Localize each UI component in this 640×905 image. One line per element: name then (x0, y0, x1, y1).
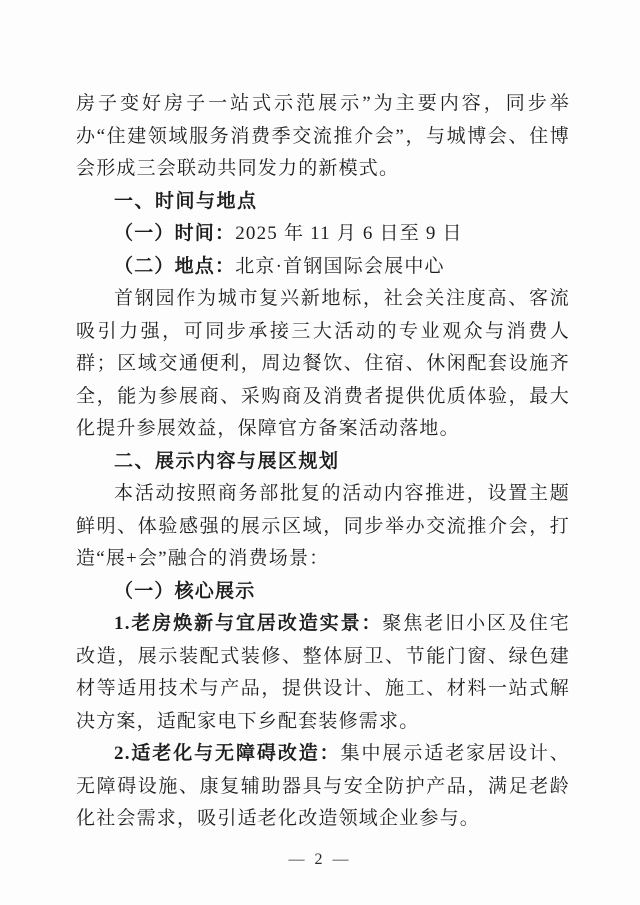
subitem-time (76, 218, 570, 251)
list-item-2-label: 2.适老化与无障碍改造： (114, 743, 341, 764)
list-item-1-label: 1.老房焕新与宜居改造实景： (114, 613, 383, 634)
subitem-time-label: （一）时间： (114, 223, 236, 244)
subitem-time-value: 2025 年 11 月 6 日至 9 日 (235, 223, 463, 244)
paragraph-plan-intro: 本活动按照商务部批复的活动内容推进，设置主题鲜明、体验感强的展示区域，同步举办交流推介会，打造“展+会”融合的消费场景： (76, 483, 570, 569)
page-footer (0, 851, 640, 869)
list-item-1 (76, 608, 570, 738)
section-heading-exhibition-plan: 二、展示内容与展区规划 (114, 450, 340, 472)
paragraph-continuation: 房子变好房子一站式示范展示”为主要内容，同步举办“住建领域服务消费季交流推介会”，与城博会、住博会形成三会联动共同发力的新模式。 (76, 93, 570, 179)
subitem-place-value: 北京·首钢国际会展中心 (235, 255, 445, 277)
list-item-1-text: 聚焦老旧小区及住宅改造，展示装配式装修、整体厨卫、节能门窗、绿色建材等适用技术与产品，提供设计、施工、材料一站式解决方案，适配家电下乡配套装修需求。 (76, 613, 570, 732)
list-item-2-text: 集中展示适老家居设计、无障碍设施、康复辅助器具与安全防护产品，满足老龄化社会需求，吸引适老化改造领域企业参与。 (76, 743, 571, 829)
subheading-core-exhibition: （一）核心展示 (114, 580, 256, 602)
paragraph-venue-description: 首钢园作为城市复兴新地标，社会关注度高、客流吸引力强，可同步承接三大活动的专业观众与消费人群；区域交通便利，周边餐饮、住宿、休闲配套设施齐全，能为参展商、采购商及消费者提供优质体验，最大化提升参展效益，保障官方备案活动落地。 (76, 288, 570, 439)
section-heading-time-place: 一、时间与地点 (114, 190, 258, 212)
document-body (76, 88, 570, 836)
subitem-place (76, 251, 570, 284)
subitem-place-label: （二）地点： (114, 255, 236, 277)
page-number: — 2 — (288, 851, 352, 868)
list-item-2 (76, 738, 570, 836)
